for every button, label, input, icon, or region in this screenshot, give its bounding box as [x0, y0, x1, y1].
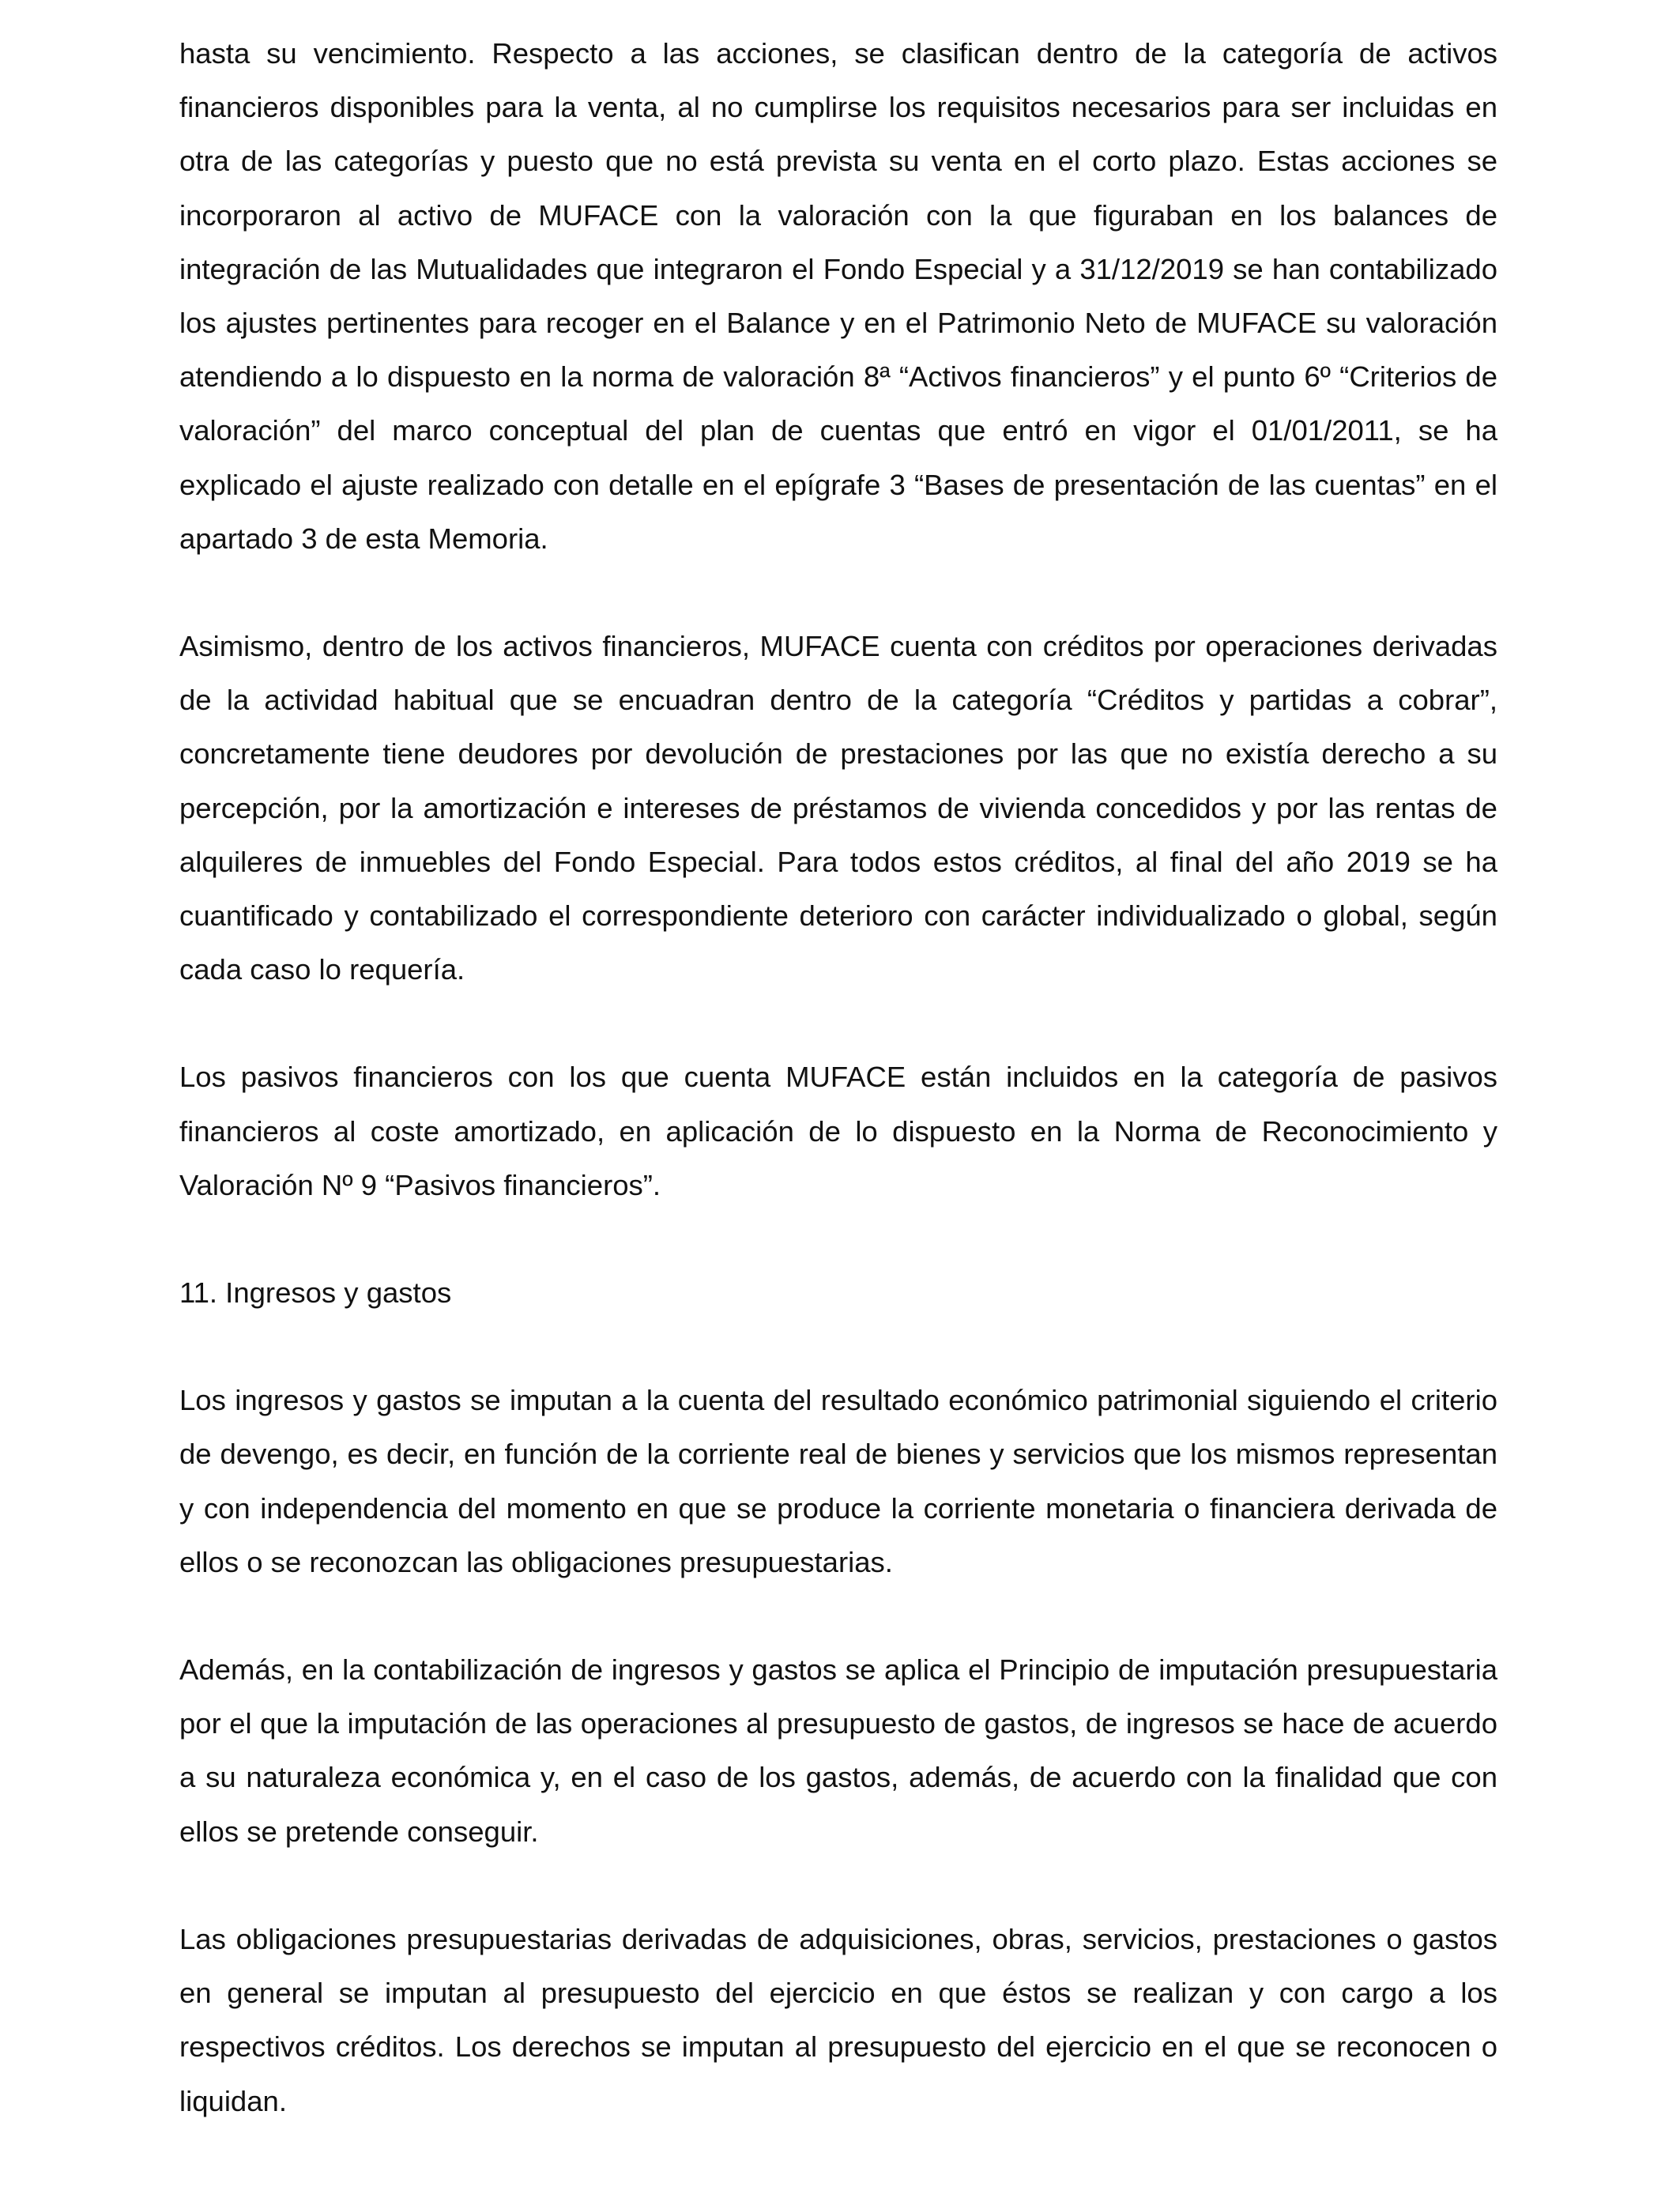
- paragraph-credits-receivable: Asimismo, dentro de los activos financieros, MUFACE cuenta con créditos por operaciones derivadas de la actividad habitual que se encuadran dentro de la categoría “Créditos y partidas a cobrar”, concretamente tiene deudores por devolución de prestaciones por las que no existía derecho a su percepción, por la amortización e intereses de préstamos de vivienda concedidos y por las rentas de alquileres de inmuebles del Fondo Especial. Para todos estos créditos, al final del año 2019 se ha cuantificado y contabilizado el correspondiente deterioro con carácter individualizado o global, según cada caso lo requería.: [179, 630, 1497, 986]
- paragraph-spacer: [179, 1212, 1497, 1266]
- paragraph-spacer: [179, 1859, 1497, 1913]
- paragraph-spacer: [179, 566, 1497, 620]
- paragraph-spacer: [179, 997, 1497, 1050]
- paragraph-financial-assets-shares: hasta su vencimiento. Respecto a las acciones, se clasifican dentro de la categoría de activos financieros disponibles para la venta, al no cumplirse los requisitos necesarios para ser incluidas en otra de las categorías y puesto que no está prevista su venta en el corto plazo. Estas acciones se incorporaron al activo de MUFACE con la valoración con la que figuraban en los balances de integración de las Mutualidades que integraron el Fondo Especial y a 31/12/2019 se han contabilizado los ajustes pertinentes para recoger en el Balance y en el Patrimonio Neto de MUFACE su valoración atendiendo a lo dispuesto en la norma de valoración 8ª “Activos financieros” y el punto 6º “Criterios de valoración” del marco conceptual del plan de cuentas que entró en vigor el 01/01/2011, se ha explicado el ajuste realizado con detalle en el epígrafe 3 “Bases de presentación de las cuentas” en el apartado 3 de esta Memoria.: [179, 37, 1497, 555]
- paragraph-budget-obligations: Las obligaciones presupuestarias derivadas de adquisiciones, obras, servicios, prestaciones o gastos en general se imputan al presupuesto del ejercicio en que éstos se realizan y con cargo a los respectivos créditos. Los derechos se imputan al presupuesto del ejercicio en el que se reconocen o liquidan.: [179, 1922, 1497, 2117]
- document-page: [179, 0, 1497, 2128]
- paragraph-spacer: [179, 1589, 1497, 1643]
- paragraph-budget-imputation: Además, en la contabilización de ingresos y gastos se aplica el Principio de imputación presupuestaria por el que la imputación de las operaciones al presupuesto de gastos, de ingresos se hace de acuerdo a su naturaleza económica y, en el caso de los gastos, además, de acuerdo con la finalidad que con ellos se pretende conseguir.: [179, 1653, 1497, 1848]
- section-heading: 11. Ingresos y gastos: [179, 1276, 452, 1310]
- paragraph-accrual-criterion: Los ingresos y gastos se imputan a la cuenta del resultado económico patrimonial siguiendo el criterio de devengo, es decir, en función de la corriente real de bienes y servicios que los mismos representan y con independencia del momento en que se produce la corriente monetaria o financiera derivada de ellos o se reconozcan las obligaciones presupuestarias.: [179, 1384, 1497, 1578]
- paragraph-spacer: [179, 1320, 1497, 1374]
- paragraph-financial-liabilities: Los pasivos financieros con los que cuenta MUFACE están incluidos en la categoría de pasivos financieros al coste amortizado, en aplicación de lo dispuesto en la Norma de Reconocimiento y Valoración Nº 9 “Pasivos financieros”.: [179, 1061, 1497, 1201]
